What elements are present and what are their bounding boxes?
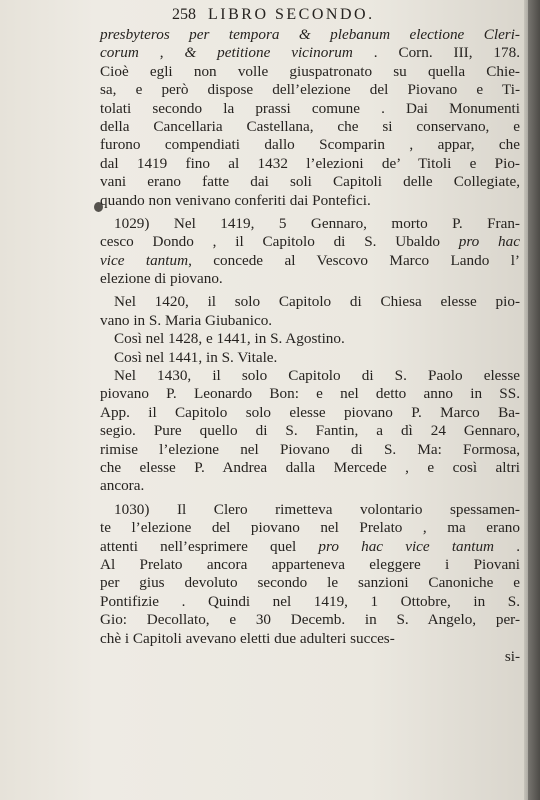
paragraph [100,349,520,367]
text-line: Cioè egli non volle giuspatronato su quella Chie- [100,62,520,80]
text-line: per gius devoluto secondo le sanzioni Canoniche e [100,574,520,592]
paragraph [100,501,520,648]
text-line: Nel 1420, il solo Capitolo di Chiesa elesse pio- [114,293,520,311]
text-line: vani erano fatte dai soli Capitoli delle Collegiate, [100,173,520,191]
page-edge-shadow [524,0,540,800]
text-line: Nel 1430, il solo Capitolo di S. Paolo elesse [114,367,520,385]
text-line: 1030) Il Clero rimetteva volontario spessamen- [114,500,520,518]
text-line: App. il Capitolo solo elesse piovano P. Marco Ba- [100,403,520,421]
text-line: ancora. [100,477,145,495]
text-line: Pontifizie . Quindi nel 1419, 1 Ottobre, in S. [100,592,520,610]
text-line: vice tantum, concede al Vescovo Marco Lando l’ [100,251,520,269]
text-line: attenti nell’esprimere quel pro hac vice tantum . [100,537,521,555]
text-line: piovano P. Leonardo Bon: e nel detto anno in SS. [100,385,520,403]
text-line: che elesse P. Andrea dalla Mercede , e così altri [100,458,520,476]
text-line: Gio: Decollato, e 30 Decemb. in S. Angelo, per- [100,611,520,629]
body-text [100,26,520,648]
text-line: Così nel 1441, in S. Vitale. [114,348,278,366]
text-line: della Cancellaria Castellana, che si conservano, e [100,117,520,135]
running-title: LIBRO SECONDO. [208,6,375,23]
text-line: tolati secondo la prassi comune . Dai Monumenti [100,99,520,117]
catchword: si- [504,647,520,665]
text-line: Al Prelato ancora apparteneva eleggere i Piovani [100,555,520,573]
text-line: presbyteros per tempora & plebanum electione Cleri- [100,26,520,43]
paragraph [100,367,520,496]
text-block [100,4,520,666]
text-line: segio. Pure quello di S. Fantin, a dì 24 Gennaro, [100,422,520,440]
text-line: quando non venivano conferiti dai Pontefici. [100,191,371,209]
text-line: sa, e però dispose dell’elezione del Piovano e Ti- [100,81,520,99]
paragraph [100,330,520,348]
page-number: 258 [172,6,196,23]
running-header [100,4,520,26]
text-line: corum , & petitione vicinorum . Corn. III, 178. [100,44,520,62]
text-line: vano in S. Maria Giubanico. [100,311,273,329]
paragraph [100,215,520,289]
text-line: chè i Capitoli avevano eletti due adulteri succes- [100,629,395,647]
text-line: te l’elezione del piovano nel Prelato , ma erano [100,519,520,537]
text-line: 1029) Nel 1419, 5 Gennaro, morto P. Fran- [114,214,520,232]
paragraph [100,26,520,210]
paragraph [100,293,520,330]
text-line: furono compendiati dallo Scomparin , appar, che [100,136,520,154]
text-line: dal 1419 fino al 1432 l’elezioni de’ Titoli e Pio- [100,154,520,172]
text-line: elezione di piovano. [100,270,223,288]
text-line: cesco Dondo , il Capitolo di S. Ubaldo pro hac [100,233,520,251]
text-line: rimise l’elezione nel Piovano di S. Ma: Formosa, [100,440,520,458]
text-line: Così nel 1428, e 1441, in S. Agostino. [114,330,345,348]
